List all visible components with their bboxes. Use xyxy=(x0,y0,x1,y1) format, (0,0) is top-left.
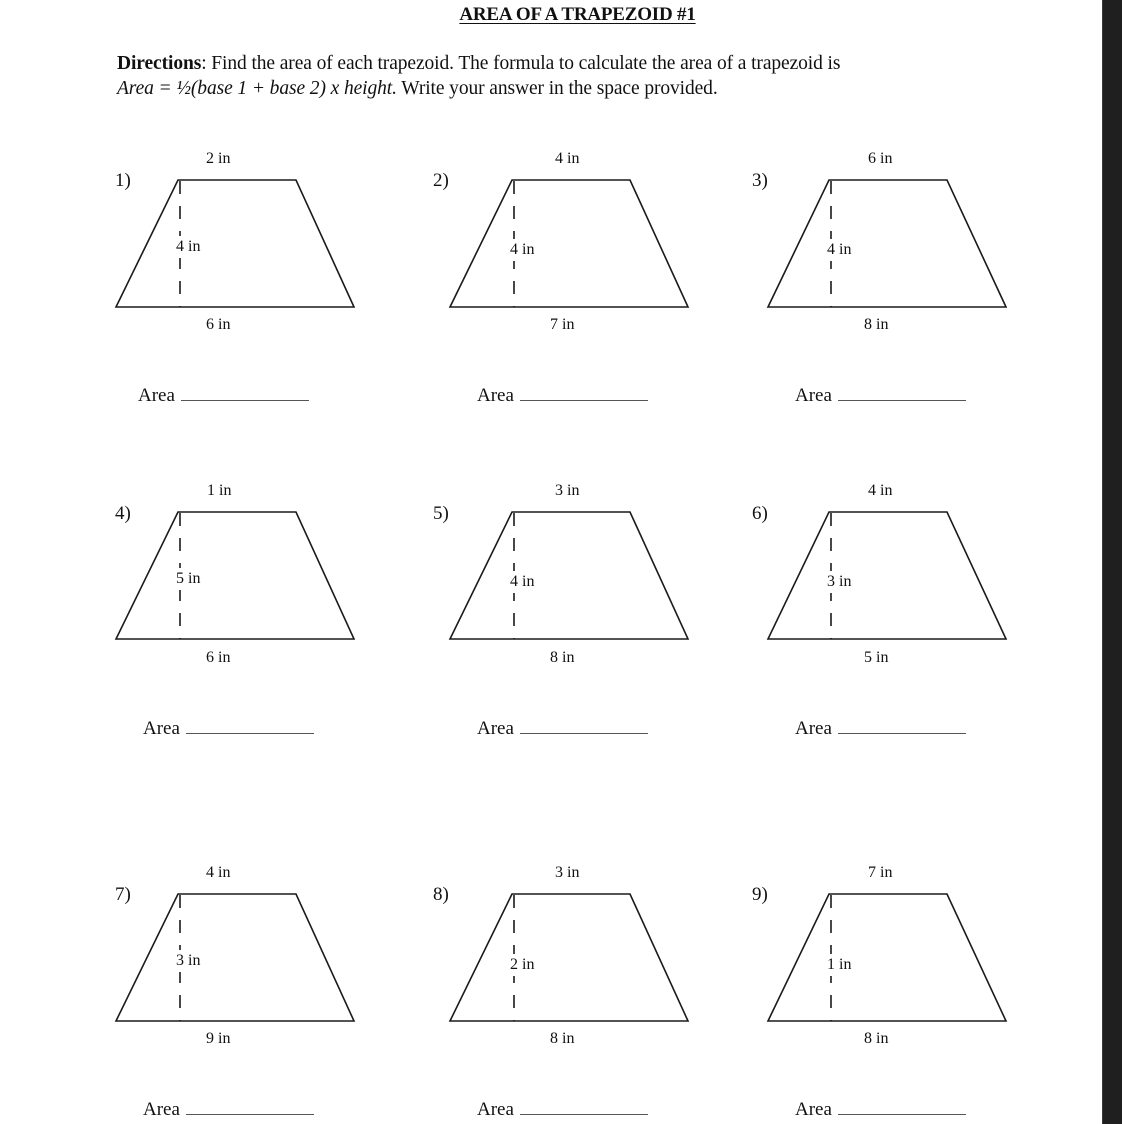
area-answer-1 xyxy=(138,385,309,407)
area-label-7: Area xyxy=(143,1099,180,1120)
answer-blank-2[interactable] xyxy=(520,386,648,401)
answer-blank-8[interactable] xyxy=(520,1100,648,1115)
viewer-side-bar xyxy=(1102,0,1122,1124)
base1-label-4: 1 in xyxy=(207,482,232,499)
base1-label-7: 4 in xyxy=(206,864,231,881)
answer-blank-5[interactable] xyxy=(520,719,648,734)
area-answer-7 xyxy=(143,1099,314,1121)
area-answer-6 xyxy=(795,718,966,740)
base2-label-5: 8 in xyxy=(550,649,575,666)
trapezoid-5 xyxy=(450,512,688,639)
base2-label-9: 8 in xyxy=(864,1030,889,1047)
area-label-9: Area xyxy=(795,1099,832,1120)
base2-label-4: 6 in xyxy=(206,649,231,666)
problem-number-7: 7) xyxy=(115,884,131,905)
height-label-1: 4 in xyxy=(176,236,200,258)
height-label-3: 4 in xyxy=(827,239,851,261)
trapezoid-3 xyxy=(768,180,1006,307)
base2-label-8: 8 in xyxy=(550,1030,575,1047)
trapezoid-8 xyxy=(450,894,688,1021)
height-label-2: 4 in xyxy=(510,239,534,261)
directions-line-2: Write your answer in the space provided. xyxy=(396,78,718,99)
area-answer-5 xyxy=(477,718,648,740)
answer-blank-1[interactable] xyxy=(181,386,309,401)
base2-label-1: 6 in xyxy=(206,316,231,333)
area-label-1: Area xyxy=(138,385,175,406)
problem-number-6: 6) xyxy=(752,503,768,524)
area-answer-3 xyxy=(795,385,966,407)
area-answer-4 xyxy=(143,718,314,740)
problem-number-8: 8) xyxy=(433,884,449,905)
answer-blank-4[interactable] xyxy=(186,719,314,734)
problem-number-3: 3) xyxy=(752,170,768,191)
base1-label-8: 3 in xyxy=(555,864,580,881)
height-label-9: 1 in xyxy=(827,954,851,976)
area-label-8: Area xyxy=(477,1099,514,1120)
problem-number-5: 5) xyxy=(433,503,449,524)
trapezoid-9 xyxy=(768,894,1006,1021)
height-label-8: 2 in xyxy=(510,954,534,976)
directions-line-1: : Find the area of each trapezoid. The formula to calculate the area of a trapezoid is xyxy=(201,53,841,74)
area-label-3: Area xyxy=(795,385,832,406)
base1-label-5: 3 in xyxy=(555,482,580,499)
answer-blank-9[interactable] xyxy=(838,1100,966,1115)
trapezoid-6 xyxy=(768,512,1006,639)
trapezoid-4 xyxy=(116,512,354,639)
area-formula: Area = ½(base 1 + base 2) x height. xyxy=(117,78,397,99)
trapezoid-1 xyxy=(116,180,354,307)
area-label-6: Area xyxy=(795,718,832,739)
base1-label-9: 7 in xyxy=(868,864,893,881)
base2-label-7: 9 in xyxy=(206,1030,231,1047)
answer-blank-3[interactable] xyxy=(838,386,966,401)
base1-label-3: 6 in xyxy=(868,150,893,167)
area-label-4: Area xyxy=(143,718,180,739)
height-label-4: 5 in xyxy=(176,568,200,590)
base2-label-3: 8 in xyxy=(864,316,889,333)
answer-blank-7[interactable] xyxy=(186,1100,314,1115)
base2-label-2: 7 in xyxy=(550,316,575,333)
trapezoid-2 xyxy=(450,180,688,307)
height-label-5: 4 in xyxy=(510,571,534,593)
answer-blank-6[interactable] xyxy=(838,719,966,734)
problem-number-1: 1) xyxy=(115,170,131,191)
base2-label-6: 5 in xyxy=(864,649,889,666)
base1-label-1: 2 in xyxy=(206,150,231,167)
area-label-5: Area xyxy=(477,718,514,739)
worksheet-title: AREA OF A TRAPEZOID #1 xyxy=(459,4,696,25)
height-label-6: 3 in xyxy=(827,571,851,593)
trapezoid-7 xyxy=(116,894,354,1021)
area-label-2: Area xyxy=(477,385,514,406)
directions-label: Directions xyxy=(117,53,202,74)
area-answer-8 xyxy=(477,1099,648,1121)
problem-number-2: 2) xyxy=(433,170,449,191)
height-label-7: 3 in xyxy=(176,950,200,972)
base1-label-6: 4 in xyxy=(868,482,893,499)
problem-number-4: 4) xyxy=(115,503,131,524)
area-answer-2 xyxy=(477,385,648,407)
area-answer-9 xyxy=(795,1099,966,1121)
base1-label-2: 4 in xyxy=(555,150,580,167)
problem-number-9: 9) xyxy=(752,884,768,905)
